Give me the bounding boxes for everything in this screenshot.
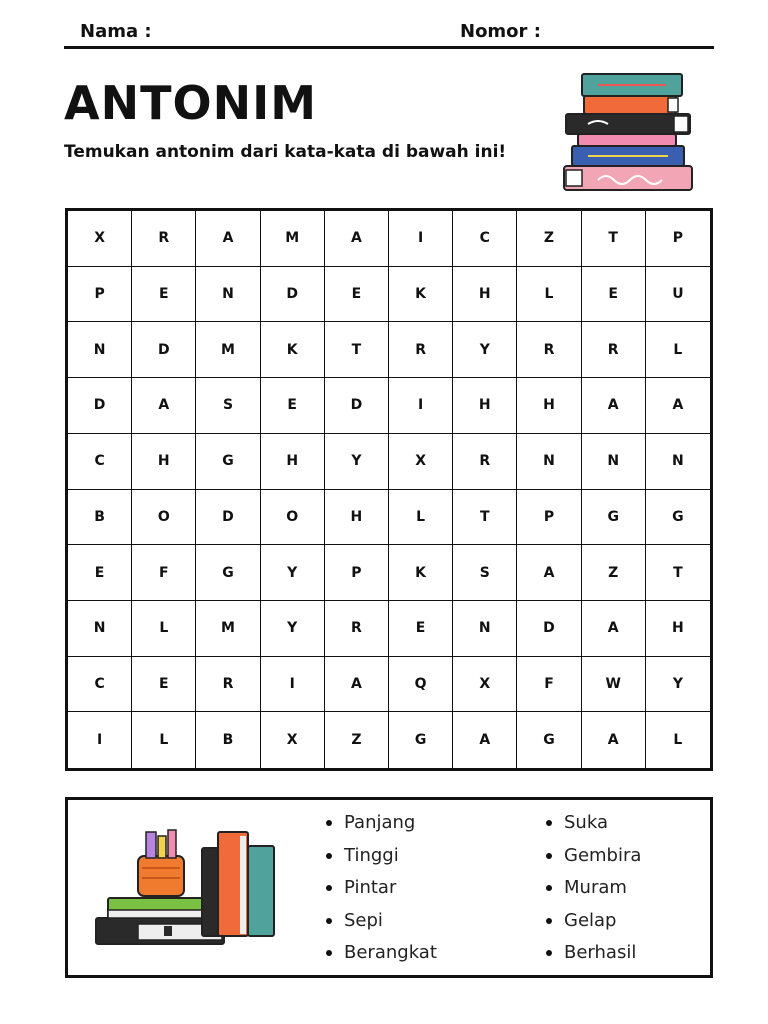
grid-cell: R [325, 601, 389, 657]
grid-cell: H [132, 434, 196, 490]
grid-cell: D [132, 322, 196, 378]
grid-cell: A [325, 211, 389, 267]
grid-cell: N [68, 322, 132, 378]
grid-cell: D [68, 378, 132, 434]
grid-cell: I [261, 657, 325, 713]
grid-cell: E [389, 601, 453, 657]
grid-cell: E [582, 267, 646, 323]
grid-cell: N [517, 434, 581, 490]
header-line [64, 46, 714, 49]
grid-cell: S [196, 378, 260, 434]
grid-cell: L [389, 490, 453, 546]
grid-cell: E [68, 545, 132, 601]
grid-cell: H [517, 378, 581, 434]
word-list-right [546, 810, 641, 973]
grid-cell: K [389, 545, 453, 601]
grid-cell: G [196, 545, 260, 601]
grid-cell: T [453, 490, 517, 546]
grid-cell: P [517, 490, 581, 546]
grid-cell: E [132, 657, 196, 713]
grid-cell: Z [582, 545, 646, 601]
grid-cell: I [68, 712, 132, 768]
word-list-item: Suka [546, 810, 641, 843]
grid-cell: D [196, 490, 260, 546]
number-label: Nomor : [460, 21, 541, 42]
grid-cell: E [325, 267, 389, 323]
books-pencil-cup-illustration [92, 826, 282, 951]
grid-cell: G [517, 712, 581, 768]
word-list-item: Gelap [546, 908, 641, 941]
grid-cell: L [132, 712, 196, 768]
grid-cell: R [132, 211, 196, 267]
instructions: Temukan antonim dari kata-kata di bawah ini! [64, 142, 507, 162]
grid-cell: R [389, 322, 453, 378]
grid-cell: A [582, 378, 646, 434]
grid-cell: L [646, 322, 710, 378]
word-list-item: Berhasil [546, 940, 641, 973]
grid-cell: C [68, 434, 132, 490]
grid-cell: F [132, 545, 196, 601]
grid-cell: A [517, 545, 581, 601]
grid-cell: H [325, 490, 389, 546]
grid-cell: C [453, 211, 517, 267]
grid-cell: M [261, 211, 325, 267]
grid-cell: I [389, 211, 453, 267]
word-search-grid [65, 208, 713, 771]
grid-cell: B [196, 712, 260, 768]
grid-cell: I [389, 378, 453, 434]
name-label: Nama : [80, 21, 152, 42]
grid-cell: N [196, 267, 260, 323]
grid-cell: A [582, 601, 646, 657]
grid-cell: M [196, 322, 260, 378]
grid-cell: G [582, 490, 646, 546]
grid-cell: L [673, 732, 683, 749]
grid-cell: Z [517, 211, 581, 267]
grid-cell: Y [646, 657, 710, 713]
grid-cell: G [196, 434, 260, 490]
grid-cell: R [582, 322, 646, 378]
grid-cell: U [646, 267, 710, 323]
page-title: ANTONIM [64, 76, 317, 130]
word-list-item: Tinggi [326, 843, 437, 876]
grid-cell: R [453, 434, 517, 490]
grid-cell: A [132, 378, 196, 434]
grid-cell: Y [453, 322, 517, 378]
grid-cell: X [261, 712, 325, 768]
grid-cell: X [68, 211, 132, 267]
grid-cell: A [582, 712, 646, 768]
grid-cell: F [517, 657, 581, 713]
grid-cell: H [646, 601, 710, 657]
grid-cell: B [68, 490, 132, 546]
word-list-item: Muram [546, 875, 641, 908]
word-list-box [65, 797, 713, 978]
grid-cell: M [196, 601, 260, 657]
grid-cell: N [646, 434, 710, 490]
grid-cell: P [646, 211, 710, 267]
word-list-item: Pintar [326, 875, 437, 908]
grid-cell: D [517, 601, 581, 657]
grid-cell: N [453, 601, 517, 657]
grid-cell: L [132, 601, 196, 657]
grid-cell: C [68, 657, 132, 713]
grid-cell: A [196, 211, 260, 267]
grid-cell: A [325, 657, 389, 713]
grid-cell: O [132, 490, 196, 546]
grid-cell: T [325, 322, 389, 378]
grid-cell: D [325, 378, 389, 434]
grid-cell: O [261, 490, 325, 546]
books-stack-illustration [558, 70, 698, 195]
grid-cell: K [261, 322, 325, 378]
grid-cell: G [389, 712, 453, 768]
grid-cell: G [646, 490, 710, 546]
grid-cell: Y [261, 601, 325, 657]
grid-cell: H [453, 378, 517, 434]
grid-cell: P [68, 267, 132, 323]
grid-cell: S [453, 545, 517, 601]
grid-cell: Q [389, 657, 453, 713]
grid-cell: P [325, 545, 389, 601]
grid-cell: A [646, 378, 710, 434]
grid-cell: E [261, 378, 325, 434]
grid-cell: R [517, 322, 581, 378]
grid-cell: T [582, 211, 646, 267]
grid-cell: R [196, 657, 260, 713]
word-list-item: Gembira [546, 843, 641, 876]
grid-cell: A [453, 712, 517, 768]
grid-cell: K [389, 267, 453, 323]
grid-cell: T [646, 545, 710, 601]
grid-cell: N [68, 601, 132, 657]
word-list-left [326, 810, 437, 973]
word-list-item: Berangkat [326, 940, 437, 973]
grid-cell: D [261, 267, 325, 323]
grid-cell: Y [261, 545, 325, 601]
grid-cell: H [261, 434, 325, 490]
grid-cell: H [453, 267, 517, 323]
grid-cell: X [389, 434, 453, 490]
grid-cell: N [582, 434, 646, 490]
grid-cell: Z [325, 712, 389, 768]
grid-cell: E [132, 267, 196, 323]
word-list-item: Sepi [326, 908, 437, 941]
grid-cell: L [517, 267, 581, 323]
word-list-item: Panjang [326, 810, 437, 843]
grid-cell: Y [325, 434, 389, 490]
grid-cell: W [582, 657, 646, 713]
grid-cell: X [453, 657, 517, 713]
